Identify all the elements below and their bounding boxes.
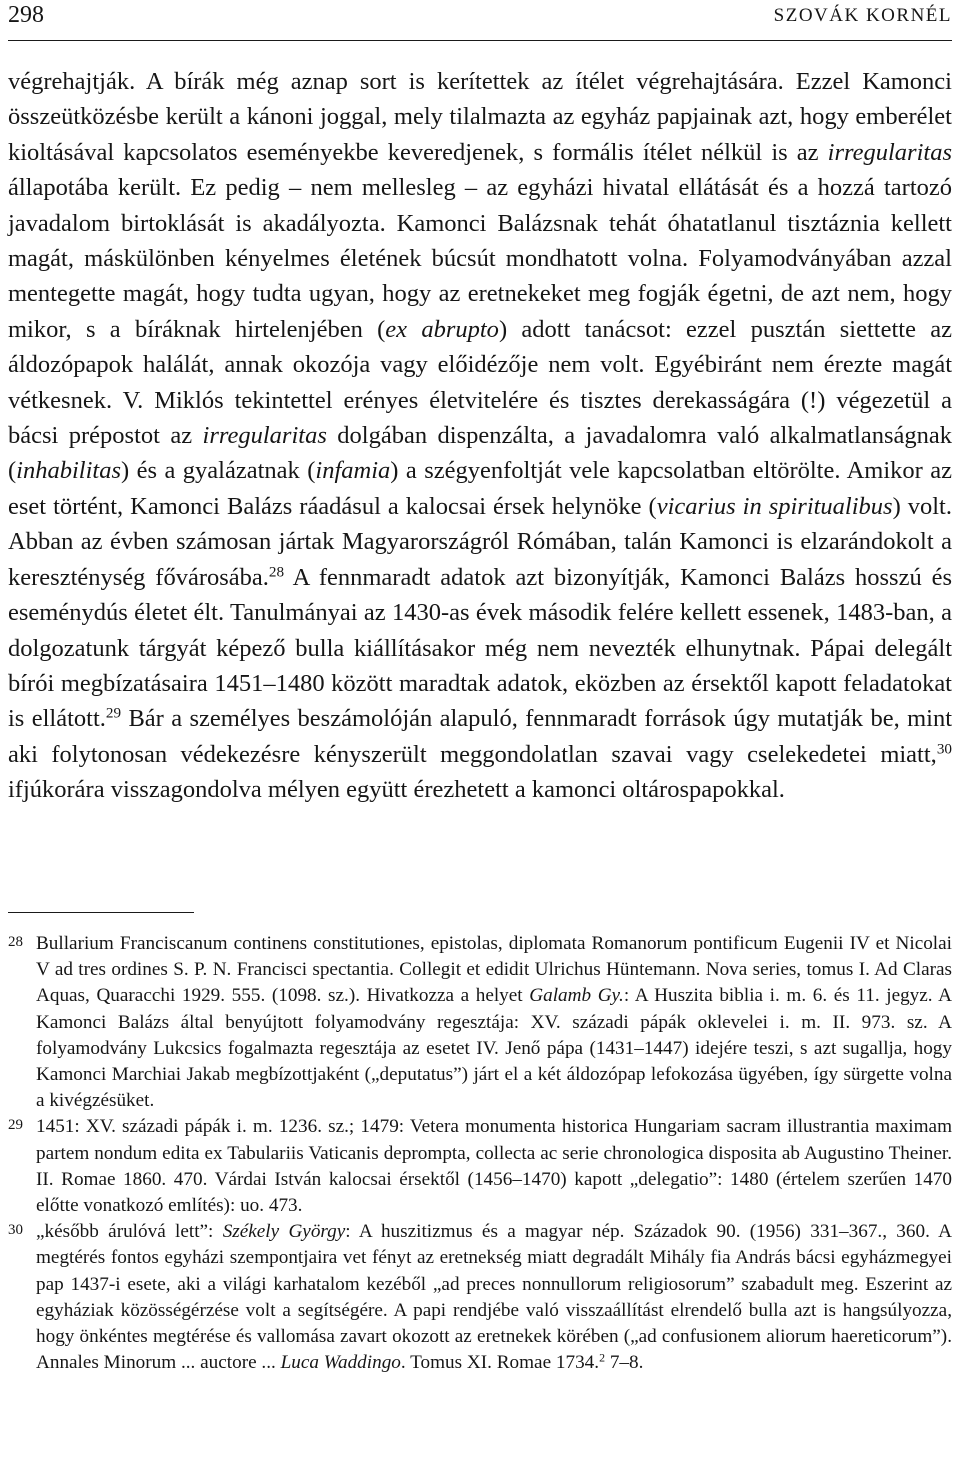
running-head-author: SZOVÁK KORNÉL [773, 5, 952, 26]
footnote-29 [8, 1114, 952, 1219]
text-run: „később árulóvá lett”: [36, 1221, 223, 1243]
italic-term: infamia [315, 457, 391, 485]
text-run: 1451: XV. századi pápák i. m. 1236. sz.; 1479: Vetera monumenta historica Hungariam sacram illustrantia maximam partem nondum edita ex Tabulariis Vaticanis deprompta, collecta ac serie chronologica disposita ab Augustino Theiner. II. Romae 1860. 470. Várdai István kalocsai érsektől (1456–1470) kapott „delegatio”: 1480 (értelem szerűen 1470 előtte vonatkozó említés): uo. 473. [36, 1116, 952, 1217]
italic-term: vicarius in spiritualibus [656, 492, 893, 520]
text-run: ) adott tanácsot: ezzel pusztán siettette az áldozópapok halálát, annak okozója vagy előidézője nem volt. Egyébiránt nem érezte magát vétkesnek. V. Miklós tekintettel erényes életvitelére és tisztes derekasságára (!) végezetül a bácsi prépostot az [8, 315, 952, 450]
footnote-text [36, 1114, 952, 1219]
italic-term: inhabilitas [16, 457, 121, 485]
footnote-number: 30 [8, 1222, 23, 1239]
italic-term: irregularitas [202, 422, 327, 450]
footnote-ref-28[interactable]: 28 [268, 563, 285, 581]
footnote-30 [8, 1219, 952, 1376]
footnote-number: 29 [8, 1117, 23, 1134]
footnote-text [36, 931, 952, 1114]
page-header [8, 0, 952, 41]
text-run: . Tomus XI. Romae 1734. [400, 1352, 600, 1374]
text-run: állapotába került. Ez pedig – nem mellesleg – az egyházi hivatal ellátását és a hozzá tartozó javadalom birtoklását is akadályozta. Kamonci Balázsnak tehát óhatatlanul tisztáznia kellett magát, máskülönben kényelmes életének búcsút mondhatott volna. Folyamodványában azzal mentegette magát, hogy tudta ugyan, hogy az eretnekeket meg fogják égetni, de azt nem, hogy mikor, s a bíráknak hirtelenjében ( [8, 174, 952, 343]
text-run: dolgában dispenzálta, a javadalomra való alkalmatlanságnak ( [8, 422, 952, 485]
footnote-divider [8, 912, 194, 913]
text-run: 7–8. [605, 1352, 644, 1374]
edition-superscript: 2 [599, 1350, 606, 1365]
footnote-28 [8, 931, 952, 1114]
italic-author: Galamb Gy. [529, 985, 624, 1007]
footnote-text [36, 1219, 952, 1376]
text-run: végrehajtják. A bírák még aznap sort is kerítettek az ítélet végrehajtására. Ezzel Kamonci összeütközésbe került a kánoni joggal, mely tilalmazta az egyház papjainak azt, hogy emberélet kioltásával kapcsolatos eseményekbe keveredjenek, s formális ítélet nélkül is az [8, 68, 952, 166]
text-run: : A huszitizmus és a magyar nép. Századok 90. (1956) 331–367., 360. A megtérés fontos egyházi szempontjaira vet fényt az eretnekség miatt degradált Mihály fia András bácsi egyházmegyei pap 1437-i esete, aki a világi karhatalom kezéből „ad preces nonnullorum religiosorum” szabadult meg. Eszerint az egyháziak közösségérzése volt a segítségére. A papi rendjébe való visszaállítást elrendelő bulla azt is hangsúlyozza, hogy önkéntes megtérése és vallomása zavart okozott az eretnekek körében („ad confusionem aliorum haereticorum”). Annales Minorum ... auctore ... [36, 1221, 952, 1374]
text-run: A fennmaradt adatok azt bizonyítják, Kamonci Balázs hosszú és eseménydús életet élt. Tanulmányai az 1430-as évek második felére kellett essenek, 1483-ban, a dolgozatunk tárgyát képező bulla kiállításakor még nem nevezték elhunytnak. Pápai delegált bírói megbízatásaira 1451–1480 között maradtak adatok, eközben az érsektől kapott feladatokat is ellátott. [8, 563, 952, 733]
page-number: 298 [8, 2, 44, 28]
text-run: Bár a személyes beszámolóján alapuló, fennmaradt források úgy mutatják be, mint aki folytonosan védekezésre kényszerült meggondolatlan szavai vagy cselekedetei miatt, [8, 705, 953, 768]
footnote-ref-29[interactable]: 29 [105, 704, 122, 722]
italic-author: Székely György [222, 1221, 346, 1243]
italic-term: irregularitas [827, 138, 952, 166]
text-run: ) volt. Abban az évben számosan jártak Magyarországról Rómában, talán Kamonci is elzarándokolt a kereszténység fővárosába. [8, 492, 952, 591]
main-paragraph [8, 64, 952, 808]
italic-term: ex abrupto [385, 315, 499, 343]
footnotes [8, 931, 952, 1376]
footnote-number: 28 [8, 934, 23, 950]
text-run: Bullarium Franciscanum continens constitutiones, epistolas, diplomata Romanorum pontificum Eugenii IV et Nicolai V ad tres ordines S. P. N. Francisci spectantia. Collegit et edidit Ulrichus Hüntemann. Nova series, tomus I. Ad Claras Aquas, Quaracchi 1929. 555. (1098. sz.). Hivatkozza a helyet [36, 933, 952, 1007]
footnote-ref-30[interactable]: 30 [936, 740, 952, 758]
text-run: ifjúkorára visszagondolva mélyen együtt érezhetett a kamonci oltárospapokkal. [8, 776, 785, 804]
text-run: : A Huszita biblia i. m. 6. és 11. jegyz. A Kamonci Balázs által benyújtott folyamodvány regesztája: XV. századi pápák oklevelei i. m. II. 973. sz. A folyamodvány Lukcsics fogalmazta regesztája az esetet IV. Jenő pápa (1431–1447) idejére teszi, s azt sugallja, hogy Kamonci Marchiai Jakab megbízottjaként („deputatus”) járt el a két áldozópap lefokozása ügyében, így sürgette volna a kivégzésüket. [36, 985, 952, 1112]
text-run: ) a szégyenfoltját vele kapcsolatban eltörölte. Amikor az eset történt, Kamonci Balázs ráadásul a kalocsai érsek helynöke ( [8, 457, 952, 520]
italic-author: Luca Waddingo [280, 1352, 401, 1374]
text-run: ) és a gyalázatnak ( [121, 457, 316, 485]
